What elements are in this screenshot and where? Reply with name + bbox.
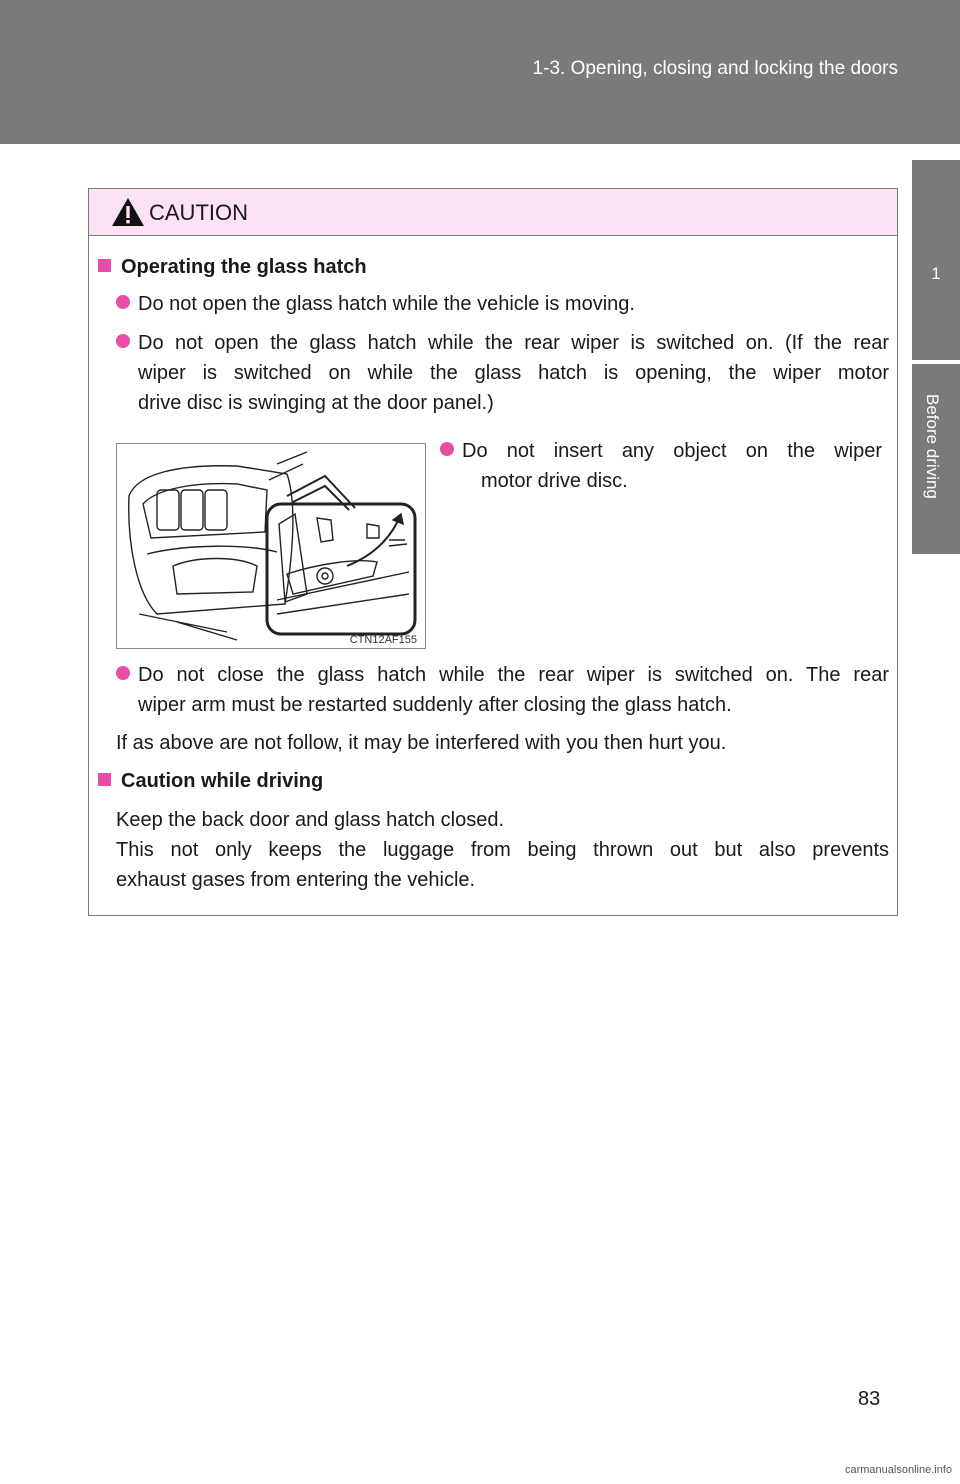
bullet-continuation: wiper is switched on while the glass hatch is opening, the wiper motor [138, 362, 889, 384]
circle-bullet-icon [440, 442, 454, 456]
circle-bullet-icon [116, 666, 130, 680]
chapter-tab-label [912, 364, 960, 554]
bullet-item: Do not open the glass hatch while the vehicle is moving. [116, 289, 635, 319]
bullet-continuation: motor drive disc. [481, 470, 628, 492]
circle-bullet-icon [116, 295, 130, 309]
paragraph-line: Keep the back door and glass hatch closed. [116, 809, 505, 831]
chapter-label: Before driving [923, 394, 942, 499]
page-number: 83 [858, 1388, 881, 1410]
wiper-drive-disc-illustration [116, 443, 426, 649]
chapter-tab-number [912, 160, 960, 360]
bullet-item: Do not close the glass hatch while the rear wiper is switched on. The rear [116, 660, 889, 690]
square-bullet-icon [98, 773, 111, 786]
chapter-number: 1 [931, 264, 941, 283]
watermark: carmanualsonline.info [844, 1464, 952, 1476]
warning-triangle-icon [111, 197, 145, 227]
section-heading-caution-driving: Caution while driving [98, 766, 323, 796]
paragraph-line: This not only keeps the luggage from being thrown out but also prevents [116, 839, 889, 861]
bullet-item: Do not insert any object on the wiper [440, 436, 882, 466]
paragraph-line: exhaust gases from entering the vehicle. [116, 869, 476, 891]
square-bullet-icon [98, 259, 111, 272]
bullet-continuation: drive disc is swinging at the door panel.) [138, 392, 494, 414]
note-text: If as above are not follow, it may be interfered with you then hurt you. [116, 732, 727, 754]
bullet-continuation: wiper arm must be restarted suddenly after closing the glass hatch. [138, 694, 732, 716]
section-title: 1-3. Opening, closing and locking the doors [532, 58, 898, 79]
section-heading-glass-hatch: Operating the glass hatch [98, 252, 367, 282]
caution-header [89, 189, 897, 236]
vehicle-rear-illustration [117, 444, 425, 648]
circle-bullet-icon [116, 334, 130, 348]
figure-code: CTN12AF155 [349, 634, 417, 646]
bullet-item: Do not open the glass hatch while the rear wiper is switched on. (If the rear [116, 328, 889, 358]
caution-title: CAUTION [149, 200, 248, 225]
page-header [0, 0, 960, 144]
